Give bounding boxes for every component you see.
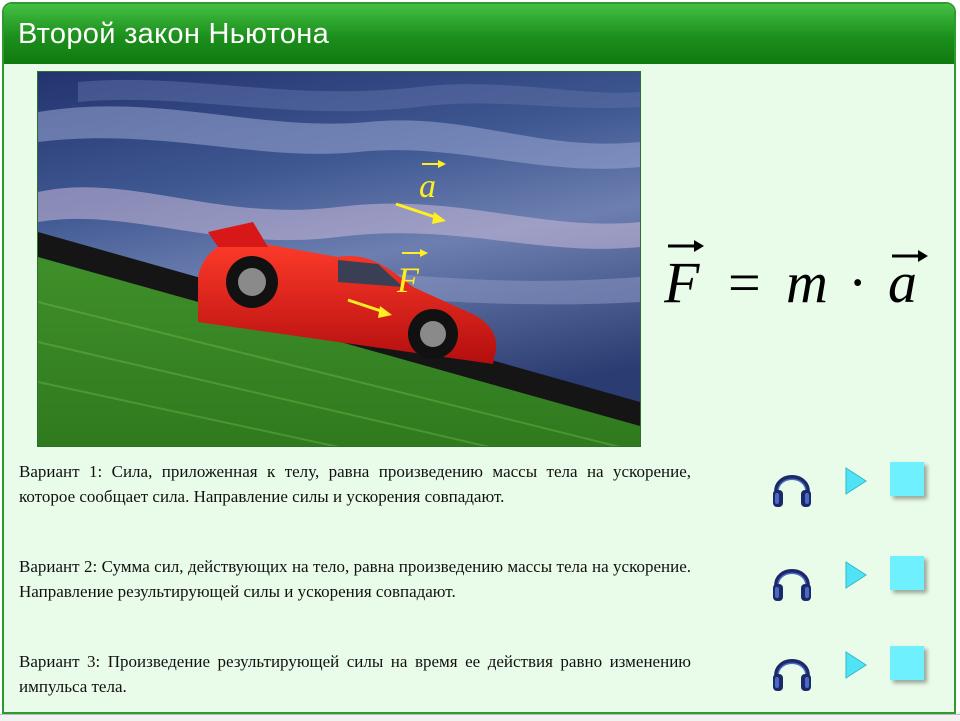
headphones-icon[interactable] <box>770 462 814 515</box>
headphones-icon[interactable] <box>770 556 814 609</box>
variant-2-text: Вариант 2: Сумма сил, действующих на тело, равна произведению массы тела на ускорение. Направление результирующей силы и ускорения совпадают. <box>19 557 691 601</box>
stop-icon[interactable] <box>890 646 924 680</box>
play-icon[interactable] <box>842 650 868 685</box>
slide-title: Второй закон Ньютона <box>18 18 330 50</box>
formula-accel: a <box>888 250 917 315</box>
slide <box>2 2 956 714</box>
variant-1-controls <box>770 462 930 512</box>
vector-f-label: F <box>397 260 419 300</box>
car-photo <box>37 71 641 447</box>
variant-3-controls <box>770 646 930 696</box>
variant-1-text: Вариант 1: Сила, приложенная к телу, равна произведению массы тела на ускорение, которое сообщает сила. Направление силы и ускорения совпадают. <box>19 462 691 506</box>
stop-icon[interactable] <box>890 556 924 590</box>
formula-equals: = <box>728 250 761 315</box>
play-icon[interactable] <box>842 560 868 595</box>
slide-header <box>4 4 954 64</box>
play-icon[interactable] <box>842 466 868 501</box>
vector-a-label: a <box>419 168 436 205</box>
car-illustration <box>38 72 640 446</box>
stop-icon[interactable] <box>890 462 924 496</box>
formula-force: F <box>664 250 700 315</box>
formula-dot: · <box>848 250 868 315</box>
newton-formula <box>664 236 944 316</box>
headphones-icon[interactable] <box>770 646 814 699</box>
variant-3-text: Вариант 3: Произведение результирующей силы на время ее действия равно изменению импульса тела. <box>19 652 691 696</box>
formula-mass: m <box>786 250 828 315</box>
variant-2-controls <box>770 556 930 606</box>
